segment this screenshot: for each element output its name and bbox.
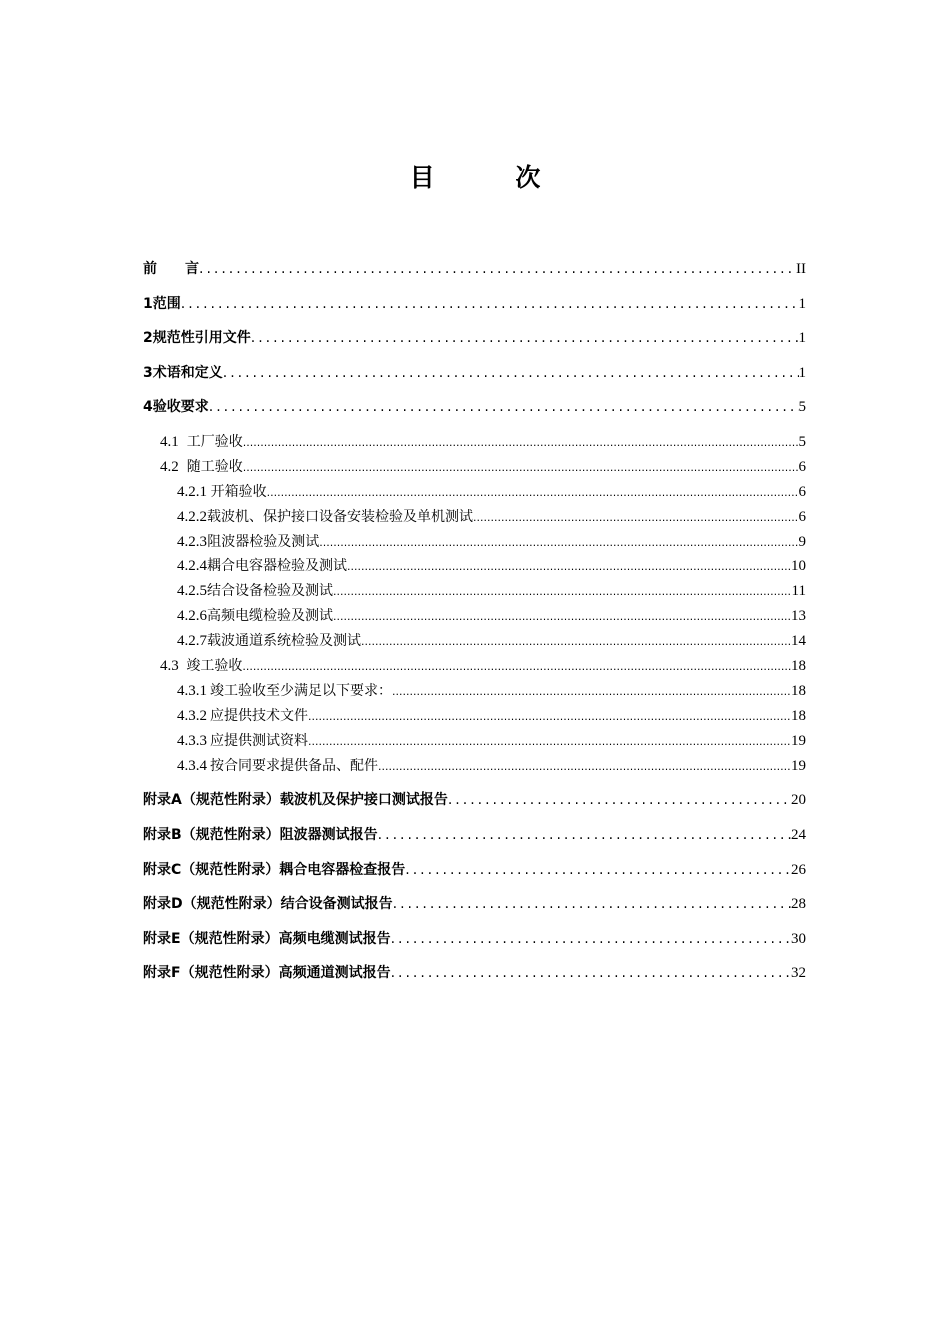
toc-entry-page: II xyxy=(796,261,806,277)
toc-entry-label: 开箱验收 xyxy=(210,483,267,500)
toc-entry-page: 18 xyxy=(791,682,806,699)
toc-entry-label: 附录C（规范性附录）耦合电容器检查报告 xyxy=(143,861,406,878)
toc-entry[interactable] xyxy=(143,704,806,729)
toc-entry[interactable] xyxy=(143,480,806,505)
toc-entry-number: 4.2.5 xyxy=(177,583,207,600)
toc-leader-dots xyxy=(209,390,799,425)
toc-entry-page: 9 xyxy=(798,533,806,550)
toc-entry-number: 4.2.2 xyxy=(177,508,207,525)
toc-leader-dots xyxy=(243,456,799,480)
toc-entry[interactable] xyxy=(143,956,806,991)
toc-entry-page: 1 xyxy=(798,295,806,312)
toc-entry-label: 规范性引用文件 xyxy=(152,330,251,347)
toc-entry-page: 28 xyxy=(791,896,806,913)
toc-entry-label: 高频电缆检验及测试 xyxy=(207,608,333,625)
toc-entry-page: 11 xyxy=(791,583,806,600)
toc-leader-dots xyxy=(333,605,791,629)
toc-entry[interactable] xyxy=(143,554,806,579)
toc-entry-number: 4.2.7 xyxy=(177,633,207,650)
toc-entry[interactable] xyxy=(143,430,806,455)
toc-entry[interactable] xyxy=(143,505,806,530)
toc-leader-dots xyxy=(251,321,799,356)
toc-leader-dots xyxy=(473,506,799,530)
toc-entry[interactable] xyxy=(143,455,806,480)
toc-entry-number: 4.2.6 xyxy=(177,608,207,625)
toc-entry-label: 前 言 xyxy=(143,261,199,277)
toc-leader-dots xyxy=(242,655,791,679)
toc-entry-label: 应提供测试资料 xyxy=(210,732,308,749)
toc-entry-page: 6 xyxy=(798,483,806,500)
toc-entry-label: 载波机、保护接口设备安装检验及单机测试 xyxy=(207,508,473,525)
toc-leader-dots xyxy=(393,887,791,922)
toc-entry-page: 10 xyxy=(791,558,806,575)
toc-entry-number: 4.3.3 xyxy=(177,732,207,749)
toc-leader-dots xyxy=(378,818,791,853)
toc-entry-page: 14 xyxy=(791,633,806,650)
toc-entry[interactable] xyxy=(143,922,806,957)
toc-entry-label: 验收要求 xyxy=(152,399,209,416)
toc-entry-page: 19 xyxy=(791,732,806,749)
toc-entry[interactable] xyxy=(143,530,806,555)
toc-entry[interactable] xyxy=(143,252,806,287)
toc-entry-label: 竣工验收至少满足以下要求： xyxy=(210,682,392,699)
toc-entry-page: 19 xyxy=(791,757,806,774)
toc-entry-number: 4.2.4 xyxy=(177,558,207,575)
toc-entry-number: 2 xyxy=(143,330,153,347)
toc-entry-number: 4.1 xyxy=(160,433,179,450)
toc-entry[interactable] xyxy=(143,321,806,356)
toc-entry[interactable] xyxy=(143,604,806,629)
toc-entry-label: 附录D（规范性附录）结合设备测试报告 xyxy=(143,896,393,913)
toc-leader-dots xyxy=(392,680,791,704)
toc-leader-dots xyxy=(267,481,799,505)
toc-entry-label: 附录B（规范性附录）阻波器测试报告 xyxy=(143,827,378,844)
toc-entry-number: 3 xyxy=(143,364,153,381)
toc-entry[interactable] xyxy=(143,629,806,654)
toc-entry-page: 1 xyxy=(798,364,806,381)
toc-entry-label: 应提供技术文件 xyxy=(210,707,308,724)
toc-entry-label: 附录E（规范性附录）高频电缆测试报告 xyxy=(143,930,391,947)
toc-entry-page: 6 xyxy=(798,458,806,475)
toc-entry[interactable] xyxy=(143,654,806,679)
toc-leader-dots xyxy=(391,922,791,957)
toc-entry-page: 32 xyxy=(791,965,806,982)
toc-entry-label: 附录A（规范性附录）载波机及保护接口测试报告 xyxy=(143,792,448,809)
toc-leader-dots xyxy=(378,755,791,779)
toc-entry-page: 18 xyxy=(791,657,806,674)
toc-entry[interactable] xyxy=(143,783,806,818)
toc-entry[interactable] xyxy=(143,579,806,604)
toc-leader-dots xyxy=(199,252,796,287)
toc-leader-dots xyxy=(333,580,792,604)
toc-entry[interactable] xyxy=(143,853,806,888)
toc-entry[interactable] xyxy=(143,679,806,704)
toc-entry-label: 结合设备检验及测试 xyxy=(207,583,333,600)
toc-leader-dots xyxy=(243,431,799,455)
toc-leader-dots xyxy=(308,705,791,729)
toc-entry-number: 4.3 xyxy=(160,657,179,674)
toc-entry-page: 30 xyxy=(791,930,806,947)
toc-entry-page: 5 xyxy=(798,399,806,416)
toc-entry[interactable] xyxy=(143,754,806,779)
toc-leader-dots xyxy=(308,730,791,754)
toc-entry-page: 18 xyxy=(791,707,806,724)
toc-entry-number: 4.2.1 xyxy=(177,483,207,500)
toc-entry-label: 随工验收 xyxy=(186,458,243,475)
toc-leader-dots xyxy=(223,356,799,391)
toc-entry-label: 竣工验收 xyxy=(186,657,243,674)
toc-entry-label: 阻波器检验及测试 xyxy=(207,533,320,550)
toc-entry-number: 4.3.2 xyxy=(177,707,207,724)
toc-entry-label: 载波通道系统检验及测试 xyxy=(207,633,361,650)
page-title: 目 次 xyxy=(409,163,577,192)
toc-leader-dots xyxy=(448,783,791,818)
toc-entry[interactable] xyxy=(143,818,806,853)
toc-leader-dots xyxy=(347,555,791,579)
toc-entry-page: 1 xyxy=(798,330,806,347)
toc-leader-dots xyxy=(181,287,799,322)
toc-entry-page: 26 xyxy=(791,861,806,878)
toc-entry-page: 13 xyxy=(791,608,806,625)
toc-entry-label: 范围 xyxy=(152,295,181,312)
toc-entry-number: 4.3.4 xyxy=(177,757,207,774)
toc-entry-label: 附录F（规范性附录）高频通道测试报告 xyxy=(143,965,391,982)
toc-entry[interactable] xyxy=(143,287,806,322)
toc-entry[interactable] xyxy=(143,887,806,922)
toc-leader-dots xyxy=(319,531,798,555)
toc-leader-dots xyxy=(361,630,791,654)
toc-entry[interactable] xyxy=(143,729,806,754)
table-of-contents xyxy=(143,252,806,991)
toc-entry-number: 4.2 xyxy=(160,458,179,475)
toc-entry-page: 24 xyxy=(791,827,806,844)
toc-entry-label: 工厂验收 xyxy=(186,433,243,450)
toc-entry-label: 耦合电容器检验及测试 xyxy=(207,558,347,575)
toc-entry[interactable] xyxy=(143,390,806,425)
toc-entry-label: 术语和定义 xyxy=(152,364,223,381)
toc-leader-dots xyxy=(391,956,791,991)
toc-entry-number: 4.2.3 xyxy=(177,533,207,550)
toc-entry-page: 6 xyxy=(798,508,806,525)
toc-entry-number: 1 xyxy=(143,295,153,312)
toc-entry-page: 20 xyxy=(791,792,806,809)
toc-entry-number: 4.3.1 xyxy=(177,682,207,699)
toc-entry-number: 4 xyxy=(143,399,153,416)
toc-entry[interactable] xyxy=(143,356,806,391)
toc-entry-page: 5 xyxy=(798,433,806,450)
toc-entry-label: 按合同要求提供备品、配件 xyxy=(210,757,378,774)
toc-leader-dots xyxy=(405,853,791,888)
